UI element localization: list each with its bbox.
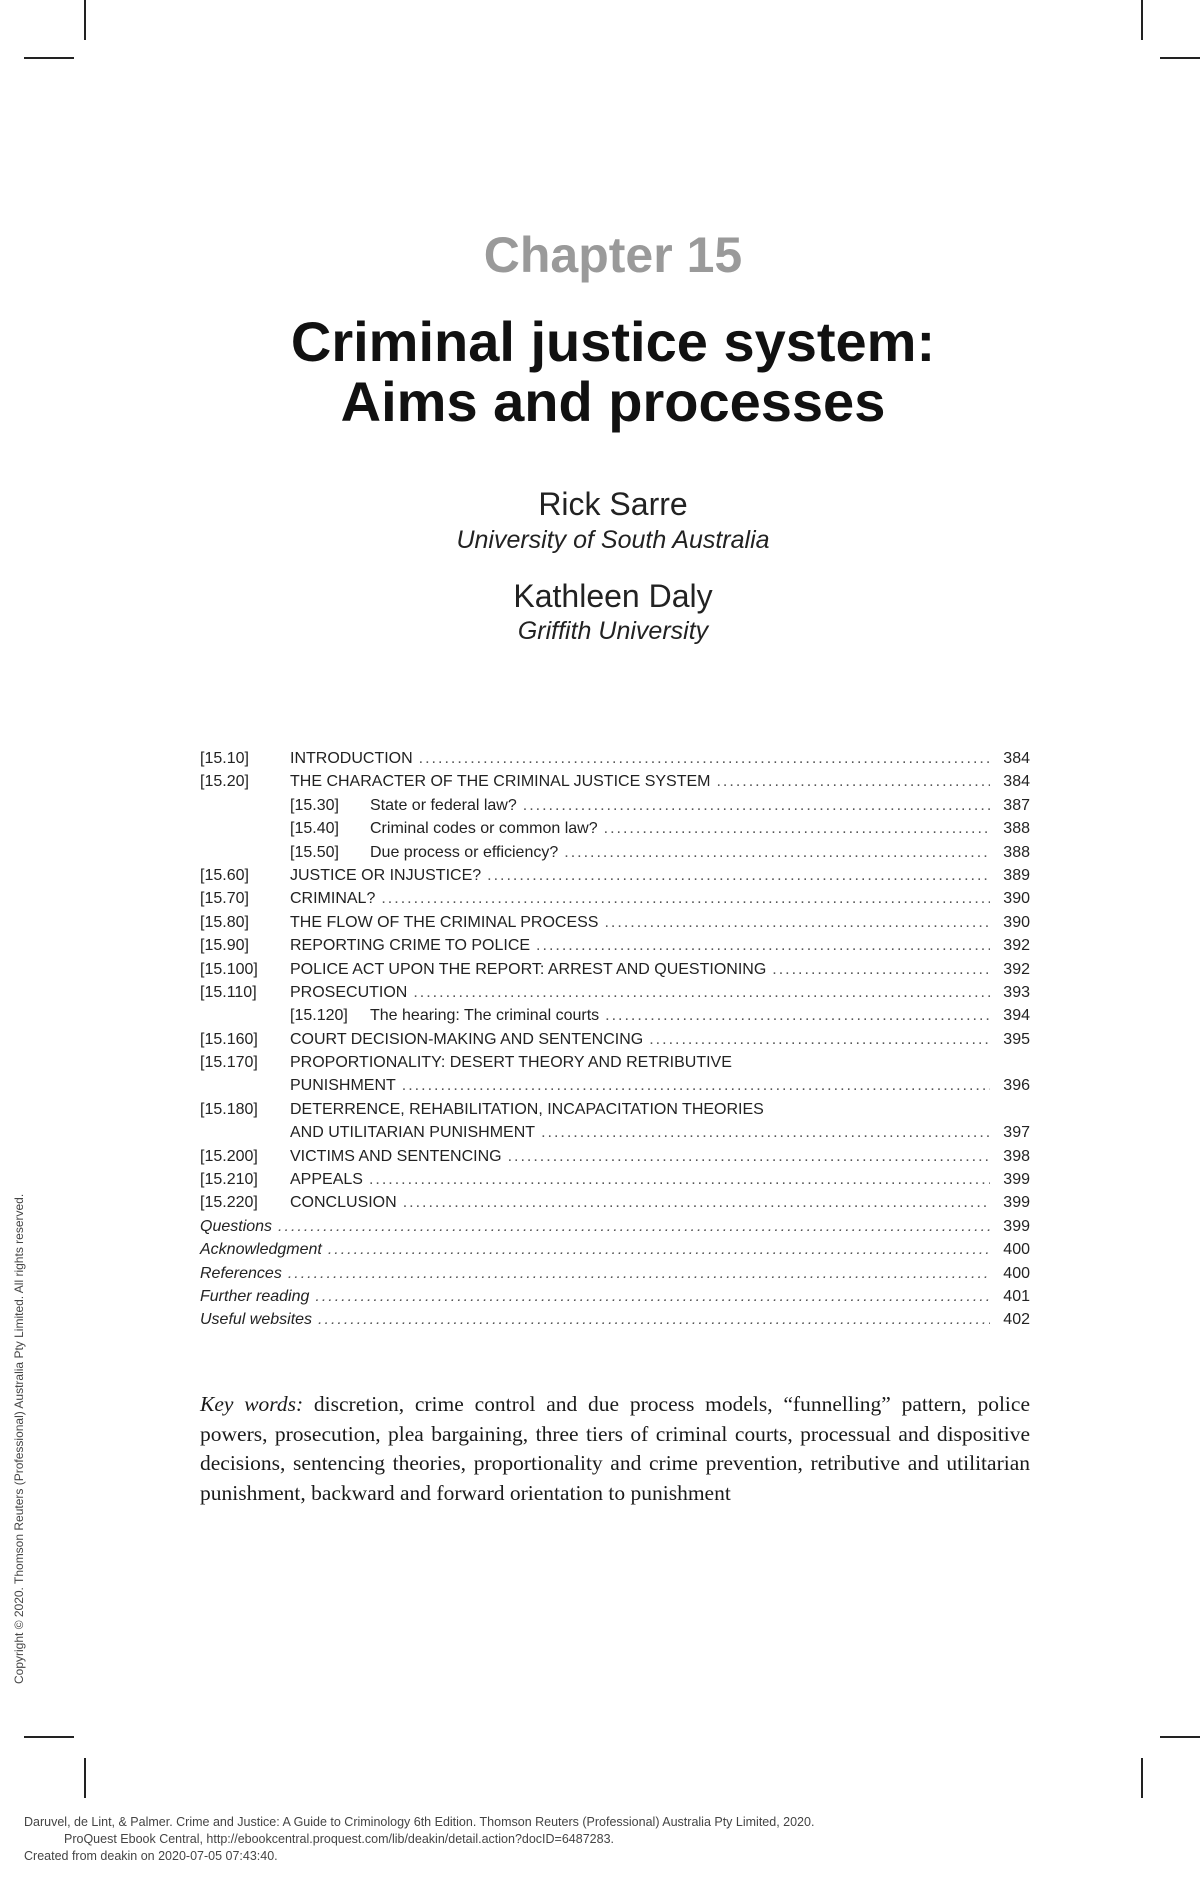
- keywords-label: Key words:: [200, 1392, 304, 1416]
- toc-title: AND UTILITARIAN PUNISHMENT: [290, 1124, 536, 1142]
- toc-leader: [419, 747, 990, 770]
- toc-leader: [604, 911, 990, 934]
- toc-title: References: [200, 1264, 282, 1282]
- toc-entry: [200, 1285, 1030, 1308]
- toc-title: THE FLOW OF THE CRIMINAL PROCESS: [290, 913, 599, 931]
- toc-entry-line: [290, 1145, 1030, 1168]
- toc-entry-line: [290, 1168, 1030, 1191]
- toc-page: 397: [1003, 1124, 1030, 1142]
- toc-entry: [200, 934, 1030, 957]
- toc-entry-line: [370, 1004, 1030, 1027]
- toc-leader: [487, 864, 990, 887]
- toc-leader: [541, 1121, 990, 1144]
- footer-created: Created from deakin on 2020-07-05 07:43:40.: [24, 1849, 278, 1863]
- toc-title: Acknowledgment: [200, 1241, 322, 1259]
- toc-page: 398: [1003, 1147, 1030, 1165]
- toc-entry-line: [200, 1262, 1030, 1285]
- toc-title: DETERRENCE, REHABILITATION, INCAPACITATION THEORIES: [290, 1100, 764, 1118]
- toc-page: 400: [1003, 1241, 1030, 1259]
- toc-entry: [200, 1168, 1030, 1191]
- chapter-title: [0, 312, 1200, 432]
- toc-entry: [200, 1098, 1030, 1121]
- toc-entry-line: [200, 1285, 1030, 1308]
- toc-entry: [200, 887, 1030, 910]
- toc-number: [15.110]: [200, 983, 257, 1001]
- toc-entry: [200, 1238, 1030, 1261]
- toc-number: [15.170]: [200, 1054, 258, 1072]
- toc-title: CONCLUSION: [290, 1194, 397, 1212]
- toc-leader: [649, 1028, 990, 1051]
- toc-leader: [413, 981, 990, 1004]
- toc-page: 392: [1003, 937, 1030, 955]
- toc-title: INTRODUCTION: [290, 750, 413, 767]
- toc-entry: [200, 1121, 1030, 1144]
- toc-entry-line: [290, 934, 1030, 957]
- toc-page: 390: [1003, 913, 1030, 931]
- chapter-title-line: Aims and processes: [340, 370, 886, 433]
- crop-mark: [84, 0, 86, 40]
- toc-leader: [536, 934, 990, 957]
- toc-title: Questions: [200, 1217, 273, 1235]
- toc-page: 402: [1003, 1311, 1030, 1329]
- keywords-text: discretion, crime control and due process models, “funnelling” pattern, police powers, prosecution, plea bargaining, three tiers of criminal courts, processual and dispositive decisions, sentencing theories, proportionality and crime prevention, retributive and utilitarian punishment, backward and forward orientation to punishment: [200, 1392, 1030, 1505]
- toc-entry-line: [290, 911, 1030, 934]
- author-name: Rick Sarre: [538, 486, 688, 522]
- crop-mark: [84, 1758, 86, 1798]
- crop-mark: [24, 57, 74, 59]
- toc-entry: [200, 1028, 1030, 1051]
- toc-entry-line: [290, 864, 1030, 887]
- toc-number: [15.120]: [290, 1007, 348, 1025]
- toc-page: 399: [1003, 1217, 1030, 1235]
- toc-entry: [200, 1145, 1030, 1168]
- crop-mark: [1141, 0, 1143, 40]
- toc-number: [15.180]: [200, 1100, 258, 1118]
- toc-leader: [523, 794, 990, 817]
- toc-page: 384: [1003, 773, 1030, 791]
- toc-leader: [564, 841, 990, 864]
- toc-entry: [200, 1051, 1030, 1074]
- toc-page: 389: [1003, 866, 1030, 884]
- toc-page: 393: [1003, 983, 1030, 1001]
- toc-title: THE CHARACTER OF THE CRIMINAL JUSTICE SYSTEM: [290, 773, 711, 791]
- toc-number: [15.80]: [200, 913, 249, 931]
- toc-entry: [200, 1262, 1030, 1285]
- toc-title: PUNISHMENT: [290, 1077, 396, 1095]
- toc-entry-line: [200, 1308, 1030, 1331]
- page-footer: [24, 1814, 814, 1865]
- toc-entry-line: [290, 1191, 1030, 1214]
- toc-number: [15.210]: [200, 1171, 258, 1189]
- toc-title: REPORTING CRIME TO POLICE: [290, 937, 531, 955]
- toc-leader: [402, 1074, 990, 1097]
- toc-entry: [200, 1191, 1030, 1214]
- toc-title: CRIMINAL?: [290, 890, 376, 908]
- toc-entry-line: [290, 770, 1030, 793]
- toc-number: [15.40]: [290, 820, 339, 838]
- toc-number: [15.10]: [200, 750, 249, 767]
- toc-number: [15.50]: [290, 843, 339, 861]
- toc-entry-line: [290, 747, 1030, 770]
- toc-page: 384: [1003, 750, 1030, 767]
- toc-entry: [200, 1004, 1030, 1027]
- toc-number: [15.30]: [290, 796, 339, 814]
- toc-leader: [315, 1285, 990, 1308]
- toc-entry: [200, 1308, 1030, 1331]
- toc-page: 388: [1003, 820, 1030, 838]
- toc-entry: [200, 1074, 1030, 1097]
- toc-number: [15.70]: [200, 890, 249, 908]
- toc-title: PROSECUTION: [290, 983, 408, 1001]
- toc-title: Criminal codes or common law?: [370, 820, 598, 838]
- toc-leader: [288, 1262, 990, 1285]
- toc-number: [15.60]: [200, 866, 249, 884]
- toc-entry-line: [370, 794, 1030, 817]
- toc-number: [15.160]: [200, 1030, 258, 1048]
- toc-entry-line: [290, 1098, 1030, 1121]
- toc-title: POLICE ACT UPON THE REPORT: ARREST AND QUESTIONING: [290, 960, 767, 978]
- toc-entry-line: [290, 1051, 1030, 1074]
- crop-mark: [1160, 57, 1200, 59]
- toc-page: 392: [1003, 960, 1030, 978]
- toc-entry-line: [290, 1074, 1030, 1097]
- toc-leader: [278, 1215, 990, 1238]
- keywords-paragraph: [200, 1390, 1030, 1508]
- toc-leader: [381, 887, 990, 910]
- toc-entry-line: [290, 981, 1030, 1004]
- author-name: Kathleen Daly: [513, 578, 713, 614]
- toc-entry-line: [370, 841, 1030, 864]
- toc-page: 401: [1003, 1287, 1030, 1305]
- toc-number: [15.200]: [200, 1147, 258, 1165]
- chapter-label: Chapter 15: [483, 227, 743, 283]
- toc-entry-line: [290, 1121, 1030, 1144]
- toc-page: 387: [1003, 796, 1030, 814]
- toc-title: The hearing: The criminal courts: [370, 1007, 600, 1025]
- toc-entry: [200, 794, 1030, 817]
- toc-entry-line: [370, 817, 1030, 840]
- toc-page: 399: [1003, 1171, 1030, 1189]
- table-of-contents: [200, 747, 1030, 1332]
- toc-title: Further reading: [200, 1287, 310, 1305]
- toc-title: Due process or efficiency?: [370, 843, 559, 861]
- author-affiliation: Griffith University: [517, 617, 709, 645]
- toc-entry: [200, 841, 1030, 864]
- toc-entry: [200, 981, 1030, 1004]
- toc-leader: [716, 770, 990, 793]
- toc-entry-line: [290, 958, 1030, 981]
- toc-entry: [200, 770, 1030, 793]
- toc-title: COURT DECISION-MAKING AND SENTENCING: [290, 1030, 644, 1048]
- toc-title: PROPORTIONALITY: DESERT THEORY AND RETRIBUTIVE: [290, 1054, 732, 1072]
- toc-entry-line: [290, 1028, 1030, 1051]
- toc-entry-line: [200, 1215, 1030, 1238]
- toc-page: 400: [1003, 1264, 1030, 1282]
- toc-title: State or federal law?: [370, 796, 517, 814]
- toc-title: APPEALS: [290, 1171, 363, 1189]
- toc-entry: [200, 747, 1030, 770]
- toc-page: 399: [1003, 1194, 1030, 1212]
- toc-entry-line: [200, 1238, 1030, 1261]
- toc-number: [15.20]: [200, 773, 249, 791]
- toc-leader: [369, 1168, 990, 1191]
- author-affiliation: University of South Australia: [456, 526, 770, 554]
- toc-leader: [328, 1238, 990, 1261]
- toc-number: [15.90]: [200, 937, 249, 955]
- toc-entry: [200, 958, 1030, 981]
- toc-page: 394: [1003, 1007, 1030, 1025]
- toc-leader: [604, 817, 990, 840]
- toc-page: 396: [1003, 1077, 1030, 1095]
- footer-citation: Daruvel, de Lint, & Palmer. Crime and Justice: A Guide to Criminology 6th Edition. Thomson Reuters (Professional) Australia Pty Limited, 2020.: [24, 1815, 815, 1829]
- toc-leader: [318, 1308, 990, 1331]
- toc-leader: [508, 1145, 990, 1168]
- toc-title: JUSTICE OR INJUSTICE?: [290, 866, 482, 884]
- toc-entry: [200, 864, 1030, 887]
- toc-entry: [200, 911, 1030, 934]
- toc-number: [15.100]: [200, 960, 258, 978]
- crop-mark: [1160, 1736, 1200, 1738]
- chapter-title-line: Criminal justice system:: [290, 310, 936, 373]
- toc-entry: [200, 817, 1030, 840]
- toc-page: 388: [1003, 843, 1030, 861]
- toc-leader: [605, 1004, 990, 1027]
- toc-entry: [200, 1215, 1030, 1238]
- toc-title: Useful websites: [200, 1311, 313, 1329]
- crop-mark: [24, 1736, 74, 1738]
- footer-url: ProQuest Ebook Central, http://ebookcentral.proquest.com/lib/deakin/detail.action?docID=6487283.: [64, 1832, 614, 1846]
- side-copyright: Copyright © 2020. Thomson Reuters (Professional) Australia Pty Limited. All rights reserved.: [12, 1193, 26, 1684]
- crop-mark: [1141, 1758, 1143, 1798]
- toc-entry-line: [290, 887, 1030, 910]
- toc-number: [15.220]: [200, 1194, 258, 1212]
- toc-leader: [772, 958, 990, 981]
- toc-title: VICTIMS AND SENTENCING: [290, 1147, 502, 1165]
- toc-leader: [403, 1191, 990, 1214]
- toc-page: 390: [1003, 890, 1030, 908]
- toc-page: 395: [1003, 1030, 1030, 1048]
